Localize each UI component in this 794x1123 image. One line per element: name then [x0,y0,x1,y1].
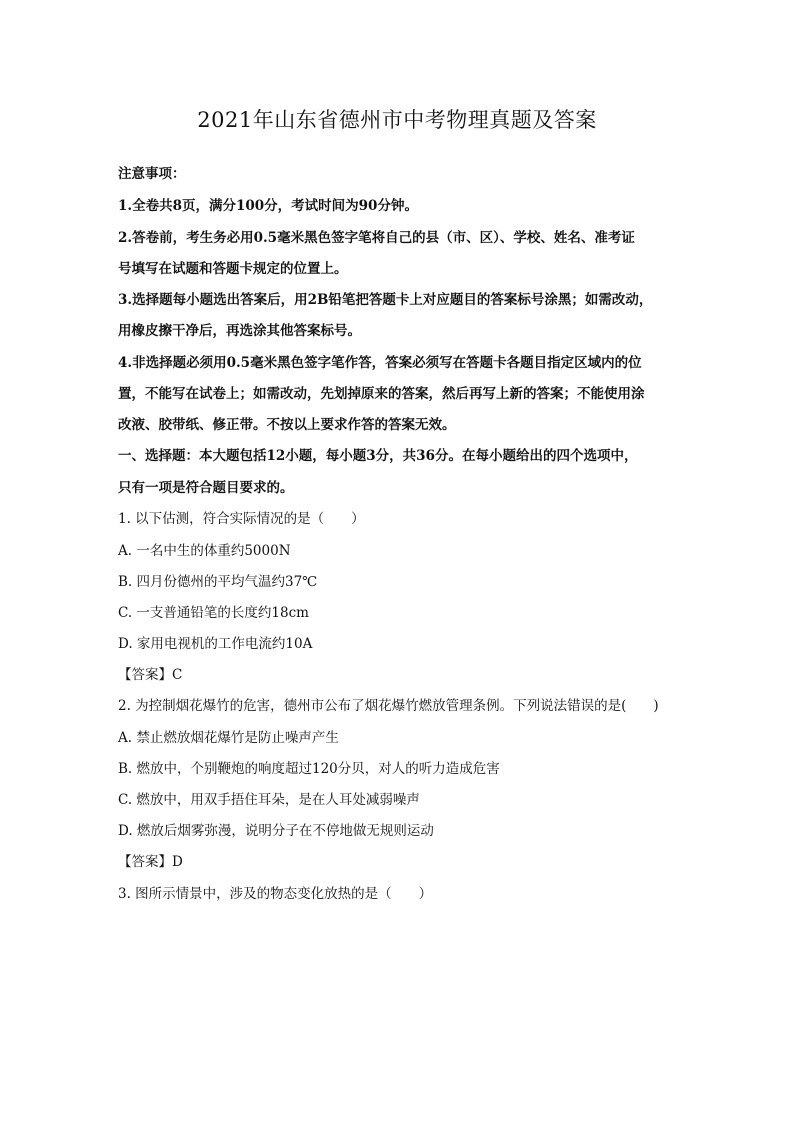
question-2-stem: 2. 为控制烟花爆竹的危害，德州市公布了烟花爆竹燃放管理条例。下列说法错误的是( ) [118,698,659,714]
question-2-option-c: C. 燃放中，用双手捂住耳朵，是在人耳处减弱噪声 [118,792,420,808]
question-2-option-d: D. 燃放后烟雾弥漫，说明分子在不停地做无规则运动 [118,823,434,839]
notice-line-3: 号填写在试题和答题卡规定的位置上。 [118,261,348,277]
question-3-stem: 3. 图所示情景中，涉及的物态变化放热的是（ ） [118,886,433,902]
page-title: 2021年山东省德州市中考物理真题及答案 [197,108,597,132]
notice-line-2: 2.答卷前，考生务必用0.5毫米黑色签字笔将自己的县（市、区）、学校、姓名、准考证 [118,230,635,246]
question-2-option-b: B. 燃放中，个别鞭炮的响度超过120分贝，对人的听力造成危害 [118,761,500,777]
question-1-stem: 1. 以下估测，符合实际情况的是（ ） [118,511,365,527]
notice-line-5: 用橡皮擦干净后，再选涂其他答案标号。 [118,323,361,339]
question-1-option-c: C. 一支普通铅笔的长度约18cm [118,605,309,621]
notice-line-1: 1.全卷共8页，满分100分，考试时间为90分钟。 [118,198,418,214]
section-heading-line-2: 只有一项是符合题目要求的。 [118,480,294,496]
notice-line-8: 改液、胶带纸、修正带。不按以上要求作答的答案无效。 [118,417,456,433]
question-2-option-a: A. 禁止燃放烟花爆竹是防止噪声产生 [118,730,339,746]
question-1-option-b: B. 四月份德州的平均气温约37℃ [118,574,318,590]
section-heading-line-1: 一、选择题：本大题包括12小题，每小题3分，共36分。在每小题给出的四个选项中， [118,448,638,464]
question-1-answer: 【答案】C [118,667,183,683]
question-1-option-a: A. 一名中生的体重约5000N [118,543,291,559]
notice-line-7: 置，不能写在试卷上；如需改动，先划掉原来的答案，然后再写上新的答案；不能使用涂 [118,386,645,402]
notice-heading: 注意事项： [118,166,186,182]
question-2-answer: 【答案】D [118,854,183,870]
question-1-option-d: D. 家用电视机的工作电流约10A [118,636,313,652]
notice-line-4: 3.选择题每小题选出答案后，用2B铅笔把答题卡上对应题目的答案标号涂黑；如需改动， [118,292,653,308]
notice-line-6: 4.非选择题必须用0.5毫米黑色签字笔作答，答案必须写在答题卡各题目指定区域内的位 [118,355,642,371]
